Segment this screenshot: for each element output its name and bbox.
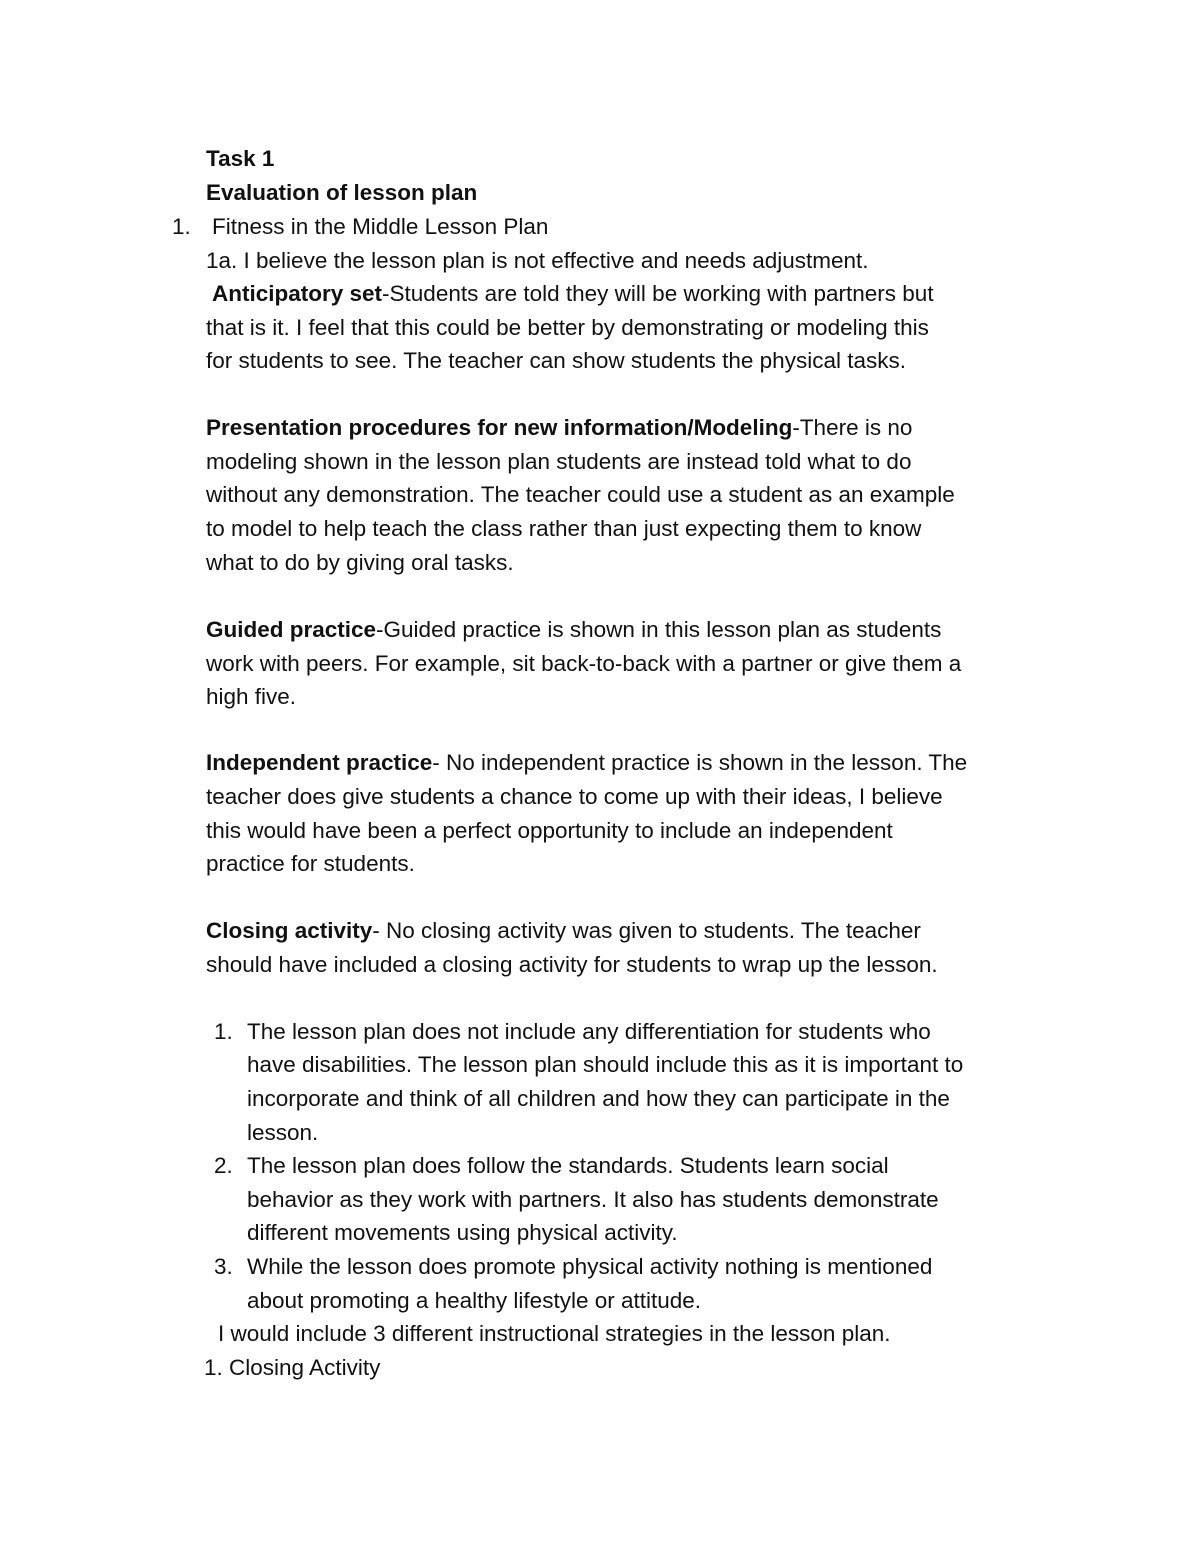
independent-line-4: practice for students. <box>206 851 415 876</box>
list-item-3-number: 3. <box>214 1254 233 1279</box>
independent-label: Independent practice <box>206 750 433 775</box>
presentation-line-4: to model to help teach the class rather than just expecting them to know <box>206 516 922 541</box>
guided-line-3: high five. <box>206 684 297 709</box>
presentation-line-5: what to do by giving oral tasks. <box>206 550 514 575</box>
list-item-1-line-1: The lesson plan does not include any differentiation for students who <box>247 1019 931 1044</box>
independent-text: - No independent practice is shown in the lesson. The <box>432 750 968 775</box>
presentation-text: -There is no <box>792 415 913 440</box>
closing-line-1 <box>206 914 921 948</box>
list-item-2-line-2: behavior as they work with partners. It also has students demonstrate <box>247 1187 939 1212</box>
presentation-line-1 <box>206 411 912 445</box>
guided-label: Guided practice <box>206 617 377 642</box>
anticipatory-text: -Students are told they will be working with partners but <box>382 281 934 306</box>
task-title: Task 1 <box>206 146 275 171</box>
closing-text: - No closing activity was given to students. The teacher <box>372 918 921 943</box>
independent-line-1 <box>206 746 967 780</box>
strategies-paragraph: I would include 3 different instructional strategies in the lesson plan. <box>218 1321 891 1346</box>
guided-line-2: work with peers. For example, sit back-to-back with a partner or give them a <box>206 651 962 676</box>
section-heading: Evaluation of lesson plan <box>206 180 478 205</box>
presentation-label: Presentation procedures for new information/Modeling <box>206 415 793 440</box>
presentation-line-2: modeling shown in the lesson plan students are instead told what to do <box>206 449 912 474</box>
closing-activity-item: 1. Closing Activity <box>204 1355 381 1380</box>
list-item-2-line-1: The lesson plan does follow the standards. Students learn social <box>247 1153 889 1178</box>
list-item-1-number: 1. <box>214 1019 233 1044</box>
list-item-2-line-3: different movements using physical activity. <box>247 1220 678 1245</box>
intro-paragraph: 1a. I believe the lesson plan is not effective and needs adjustment. <box>206 248 869 273</box>
closing-line-2: should have included a closing activity for students to wrap up the lesson. <box>206 952 938 977</box>
list-item-1-line-2: have disabilities. The lesson plan should include this as it is important to <box>247 1052 964 1077</box>
guided-line-1 <box>206 613 941 647</box>
anticipatory-line-2: that is it. I feel that this could be better by demonstrating or modeling this <box>206 315 929 340</box>
anticipatory-label: Anticipatory set <box>212 281 383 306</box>
list-item-2-number: 2. <box>214 1153 233 1178</box>
list-item-3-line-1: While the lesson does promote physical activity nothing is mentioned <box>247 1254 933 1279</box>
presentation-line-3: without any demonstration. The teacher could use a student as an example <box>206 482 955 507</box>
closing-label: Closing activity <box>206 918 373 943</box>
guided-text: -Guided practice is shown in this lesson plan as students <box>376 617 942 642</box>
list-item-1-line-4: lesson. <box>247 1120 319 1145</box>
item-1-number: 1. <box>172 214 191 239</box>
anticipatory-line-3: for students to see. The teacher can show students the physical tasks. <box>206 348 906 373</box>
item-1-text: Fitness in the Middle Lesson Plan <box>212 214 549 239</box>
independent-line-3: this would have been a perfect opportunity to include an independent <box>206 818 893 843</box>
list-item-1-line-3: incorporate and think of all children and how they can participate in the <box>247 1086 950 1111</box>
independent-line-2: teacher does give students a chance to come up with their ideas, I believe <box>206 784 943 809</box>
list-item-3-line-2: about promoting a healthy lifestyle or attitude. <box>247 1288 702 1313</box>
anticipatory-line-1 <box>212 277 934 311</box>
